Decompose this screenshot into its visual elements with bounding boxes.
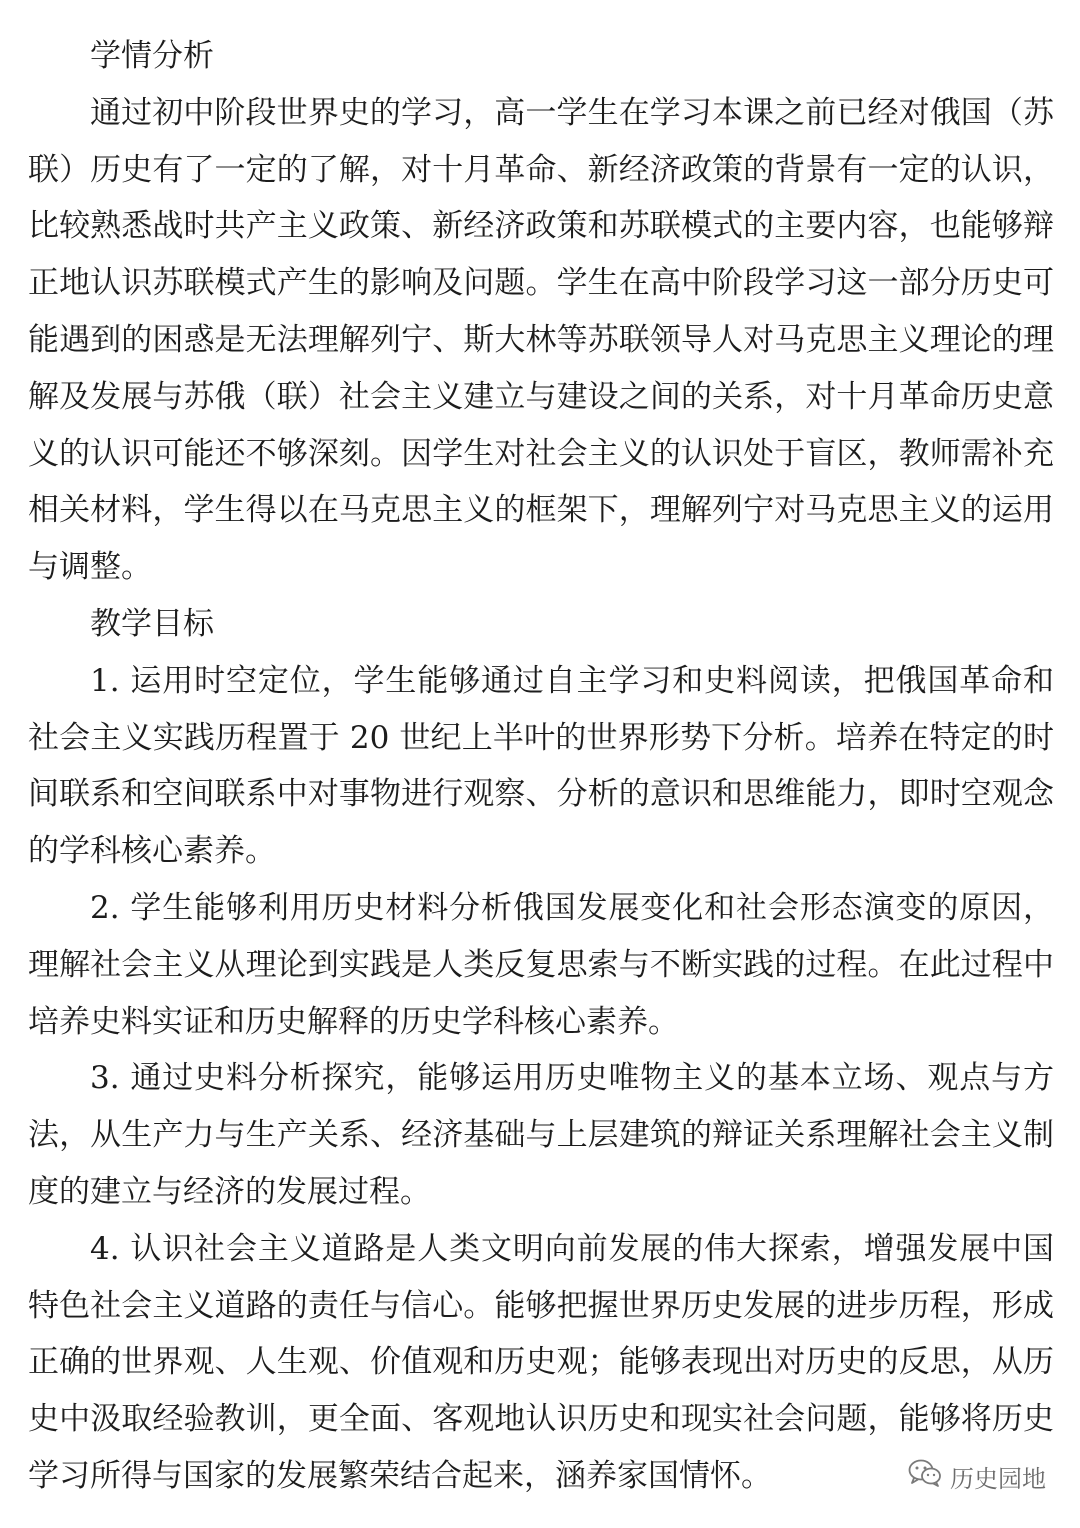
objective-item-4: 4. 认识社会主义道路是人类文明向前发展的伟大探索，增强发展中国特色社会主义道路的责任与信心。能够把握世界历史发展的进步历程，形成正确的世界观、人生观、价值观和历史观；能够表现出对历史的反思，从历史中汲取经验教训，更全面、客观地认识历史和现实社会问题，能够将历史学习所得与国家的发展繁荣结合起来，涵养家国情怀。 <box>28 1230 1054 1494</box>
watermark-text: 历史园地 <box>950 1464 1046 1493</box>
document-body <box>28 28 1054 1505</box>
paragraph-student-analysis: 通过初中阶段世界史的学习，高一学生在学习本课之前已经对俄国（苏联）历史有了一定的了解，对十月革命、新经济政策的背景有一定的认识，比较熟悉战时共产主义政策、新经济政策和苏联模式的主要内容，也能够辩正地认识苏联模式产生的影响及问题。学生在高中阶段学习这一部分历史可能遇到的困惑是无法理解列宁、斯大林等苏联领导人对马克思主义理论的理解及发展与苏俄（联）社会主义建立与建设之间的关系，对十月革命历史意义的认识可能还不够深刻。因学生对社会主义的认识处于盲区，教师需补充相关材料，学生得以在马克思主义的框架下，理解列宁对马克思主义的运用与调整。 <box>28 94 1054 586</box>
heading-teaching-objectives: 教学目标 <box>90 605 214 642</box>
watermark <box>908 1458 1046 1494</box>
objective-item-1: 1. 运用时空定位，学生能够通过自主学习和史料阅读，把俄国革命和社会主义实践历程置于 20 世纪上半叶的世界形势下分析。培养在特定的时间联系和空间联系中对事物进行观察、分析的意识和思维能力，即时空观念的学科核心素养。 <box>28 662 1054 870</box>
heading-student-analysis: 学情分析 <box>90 38 214 74</box>
objective-item-3: 3. 通过史料分析探究，能够运用历史唯物主义的基本立场、观点与方法，从生产力与生产关系、经济基础与上层建筑的辩证关系理解社会主义制度的建立与经济的发展过程。 <box>28 1060 1054 1210</box>
wechat-icon <box>908 1458 942 1494</box>
objective-item-2: 2. 学生能够利用历史材料分析俄国发展变化和社会形态演变的原因，理解社会主义从理论到实践是人类反复思索与不断实践的过程。在此过程中培养史料实证和历史解释的历史学科核心素养。 <box>28 889 1054 1040</box>
